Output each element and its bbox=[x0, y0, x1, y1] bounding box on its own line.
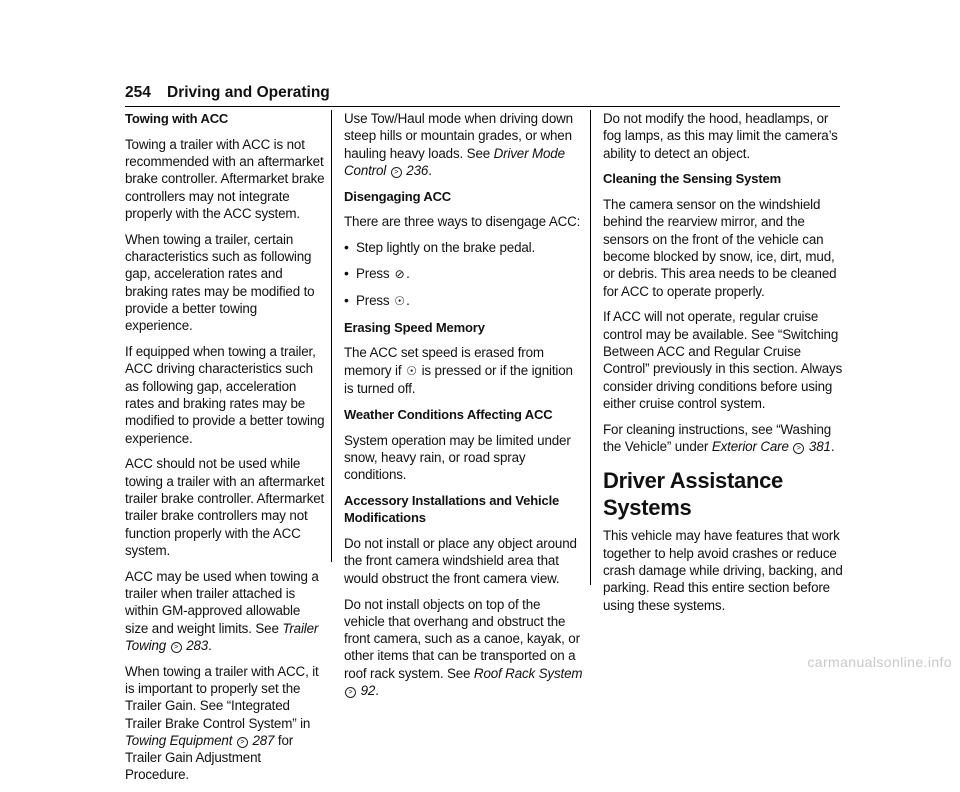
page-number: 254 bbox=[125, 84, 151, 101]
heading-cleaning-sensing-system: Cleaning the Sensing System bbox=[603, 171, 781, 187]
heading-weather-conditions: Weather Conditions Affecting ACC bbox=[344, 406, 553, 422]
paragraph: ACC should not be used while towing a trailer with an aftermarket trailer brake controller. Aftermarket trailer brake controllers may not function properly with the ACC system. bbox=[125, 456, 325, 558]
link-exterior-care[interactable]: Exterior Care bbox=[711, 439, 789, 455]
page-header bbox=[125, 84, 840, 107]
watermark: carmanualsonline.info bbox=[807, 654, 952, 670]
page-ref-arrow-icon: > bbox=[237, 737, 248, 748]
paragraph: This vehicle may have features that work together to help avoid crashes or reduce crash damage while driving, backing, and parking. Read this entire section before using these systems. bbox=[603, 528, 843, 613]
page-ref[interactable]: 381 bbox=[808, 439, 831, 455]
column-left bbox=[125, 110, 325, 792]
heading-erasing-speed-memory: Erasing Speed Memory bbox=[344, 319, 485, 335]
paragraph: When towing a trailer with ACC, it is important to properly set the Trailer Gain. See “Integrated Trailer Brake Control System” in Towing Equipment > 287 for Trailer Gain Adjustment Procedure. bbox=[125, 663, 319, 783]
column-divider bbox=[590, 110, 591, 585]
page-ref-arrow-icon: > bbox=[345, 687, 356, 698]
paragraph: ACC may be used when towing a trailer when trailer attached is within GM-approved allowable size and weight limits. See Trailer Towing > 283. bbox=[125, 568, 319, 653]
page-ref[interactable]: 287 bbox=[252, 732, 275, 748]
cruise-control-icon: ☉ bbox=[406, 363, 417, 378]
cruise-cancel-icon: ⊘ bbox=[394, 267, 405, 282]
column-right bbox=[603, 110, 843, 622]
paragraph: System operation may be limited under snow, heavy rain, or road spray conditions. bbox=[344, 432, 571, 483]
paragraph: The ACC set speed is erased from memory if ☉ is pressed or if the ignition is turned off. bbox=[344, 345, 573, 397]
paragraph: The camera sensor on the windshield behind the rearview mirror, and the sensors on the front of the vehicle can become blocked by snow, ice, dirt, mud, or debris. This area needs to be cleaned for ACC to operate properly. bbox=[603, 197, 837, 299]
bullet-item: • Step lightly on the brake pedal. bbox=[344, 239, 584, 256]
page-ref[interactable]: 236 bbox=[406, 162, 429, 178]
paragraph: For cleaning instructions, see “Washing the Vehicle” under Exterior Care > 381. bbox=[603, 421, 835, 455]
paragraph: Do not install or place any object around the front camera windshield area that would obstruct the front camera view. bbox=[344, 536, 577, 586]
page-ref[interactable]: 92 bbox=[360, 683, 376, 699]
cruise-control-icon: ☉ bbox=[394, 293, 405, 308]
paragraph: When towing a trailer, certain characteristics such as following gap, acceleration rates and braking rates may be modified to provide a better towing experience. bbox=[125, 231, 315, 334]
section-heading-driver-assistance: Driver Assistance Systems bbox=[603, 468, 783, 521]
paragraph: Use Tow/Haul mode when driving down steep hills or mountain grades, or when hauling heavy loads. See Driver Mode Control > 236. bbox=[344, 111, 573, 178]
paragraph: If equipped when towing a trailer, ACC driving characteristics such as following gap, acceleration rates and braking rates may be modified to provide a better towing experience. bbox=[125, 344, 325, 446]
page-ref-arrow-icon: > bbox=[171, 642, 182, 653]
paragraph: Do not modify the hood, headlamps, or fog lamps, as this may limit the camera’s ability to detect an object. bbox=[603, 111, 838, 161]
bullet-item: • Press ⊘ . bbox=[344, 265, 584, 283]
paragraph: If ACC will not operate, regular cruise control may be available. See “Switching Between ACC and Regular Cruise Control” previously in this section. Always consider driving conditions before using either cruise control system. bbox=[603, 309, 843, 411]
column-middle bbox=[344, 110, 584, 708]
column-divider bbox=[331, 110, 332, 562]
link-towing-equipment[interactable]: Towing Equipment bbox=[125, 732, 233, 748]
bullet-item: • Press ☉. bbox=[344, 292, 584, 310]
link-roof-rack-system[interactable]: Roof Rack System bbox=[473, 665, 583, 681]
paragraph: There are three ways to disengage ACC: bbox=[344, 214, 581, 230]
paragraph: Do not install objects on top of the vehicle that overhang and obstruct the front camera, such as a canoe, kayak, or other items that can be transported on a roof rack system. See Roof Rack System > 92. bbox=[344, 596, 583, 699]
page-ref-arrow-icon: > bbox=[793, 443, 804, 454]
section-title: Driving and Operating bbox=[167, 84, 330, 101]
heading-accessory-installations: Accessory Installations and Vehicle Modifications bbox=[344, 493, 560, 526]
page-ref-arrow-icon: > bbox=[391, 167, 402, 178]
paragraph: Towing a trailer with ACC is not recommended with an aftermarket brake controller. Aftermarket brake controllers may not integrate properly with the ACC system. bbox=[125, 136, 325, 221]
link-driver-mode-control[interactable]: Driver Mode Control bbox=[344, 145, 565, 178]
page-ref[interactable]: 283 bbox=[186, 637, 209, 653]
link-trailer-towing[interactable]: Trailer Towing bbox=[125, 620, 319, 653]
heading-disengaging-acc: Disengaging ACC bbox=[344, 188, 452, 204]
heading-towing-with-acc: Towing with ACC bbox=[125, 111, 229, 126]
